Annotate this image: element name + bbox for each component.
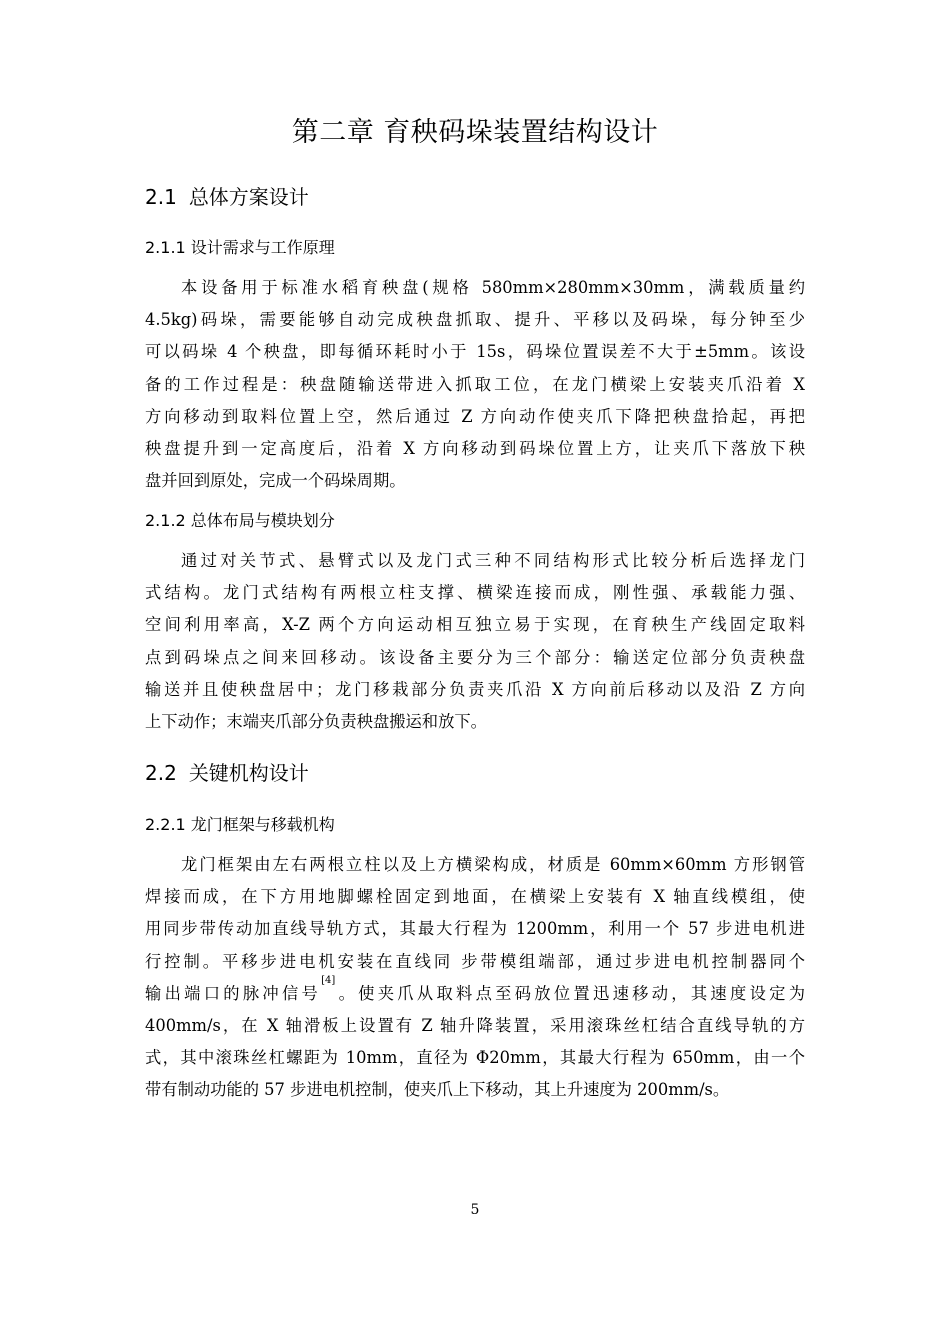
text-line: 龙门框架由左右两根立柱以及上方横梁构成，材质是 60mm×60mm 方形钢管 [181, 855, 805, 874]
text-line: 上下动作；末端夹爪部分负责秧盘搬运和放下。 [145, 712, 487, 732]
paragraph-2-2-1 [145, 849, 805, 1107]
text-line: 空间利用率高，X-Z 两个方向运动相互独立易于实现，在育秧生产线固定取料 [145, 615, 805, 635]
subsection-heading-2-1-1: 2.1.1 设计需求与工作原理 [145, 238, 335, 257]
text-line: 4.5kg)码垛，需要能够自动完成秧盘抓取、提升、平移以及码垛，每分钟至少 [145, 310, 805, 330]
text-line-with-citation [145, 974, 805, 1010]
subsection-heading-2-1-2: 2.1.2 总体布局与模块划分 [145, 511, 335, 530]
text-segment: 。使夹爪从取料点至码放位置迅速移动，其速度设定为 [335, 983, 805, 1003]
text-line: 输送并且使秧盘居中；龙门移栽部分负责夹爪沿 X 方向前后移动以及沿 Z 方向 [145, 679, 805, 699]
text-line: 带有制动功能的 57 步进电机控制，使夹爪上下移动，其上升速度为 200mm/s。 [145, 1080, 730, 1100]
subsection-heading-2-2-1: 2.2.1 龙门框架与移载机构 [145, 815, 335, 834]
section-heading-2-2 [145, 758, 309, 788]
chapter-title: 第二章 育秧码垛装置结构设计 [291, 117, 659, 148]
text-line: 点到码垛点之间来回移动。该设备主要分为三个部分：输送定位部分负责秧盘 [145, 647, 805, 667]
section-heading-2-1 [145, 182, 309, 212]
text-line: 本设备用于标准水稻育秧盘(规格 580mm×280mm×30mm，满载质量约 [181, 278, 805, 297]
paragraph-2-1-1 [145, 272, 805, 497]
text-line: 式结构。龙门式结构有两根立柱支撑、横梁连接而成，刚性强、承载能力强、 [145, 583, 805, 603]
page-number: 5 [470, 1202, 480, 1218]
text-line: 备的工作过程是：秧盘随输送带进入抓取工位，在龙门横梁上安装夹爪沿着 X [145, 374, 805, 394]
text-line: 用同步带传动加直线导轨方式，其最大行程为 1200mm，利用一个 57 步进电机进 [145, 919, 805, 939]
text-line: 400mm/s，在 X 轴滑板上设置有 Z 轴升降装置，采用滚珠丝杠结合直线导轨的方 [145, 1016, 805, 1036]
text-segment: 输出端口的脉冲信号 [145, 983, 322, 1003]
text-line: 可以码垛 4 个秧盘，即每循环耗时小于 15s，码垛位置误差不大于±5mm。该设 [145, 342, 805, 362]
section-title: 关键机构设计 [188, 761, 309, 785]
text-line: 盘并回到原处，完成一个码垛周期。 [145, 471, 406, 491]
text-line: 焊接而成，在下方用地脚螺栓固定到地面，在横梁上安装有 X 轴直线模组，使 [145, 887, 805, 907]
text-line: 式，其中滚珠丝杠螺距为 10mm，直径为 Φ20mm，其最大行程为 650mm，由一个 [145, 1048, 805, 1068]
text-line: 秧盘提升到一定高度后，沿着 X 方向移动到码垛位置上方，让夹爪下落放下秧 [145, 439, 805, 459]
paragraph-2-1-2 [145, 545, 805, 738]
section-title: 总体方案设计 [188, 185, 309, 209]
citation-reference[interactable]: [4] [321, 974, 336, 986]
section-number: 2.2 [145, 761, 177, 785]
text-line: 通过对关节式、悬臂式以及龙门式三种不同结构形式比较分析后选择龙门 [181, 551, 805, 570]
text-line: 行控制。平移步进电机安装在直线同 步带模组端部，通过步进电机控制器同个 [145, 951, 805, 971]
text-line: 方向移动到取料位置上空，然后通过 Z 方向动作使夹爪下降把秧盘拾起，再把 [145, 406, 805, 426]
section-number: 2.1 [145, 185, 177, 209]
